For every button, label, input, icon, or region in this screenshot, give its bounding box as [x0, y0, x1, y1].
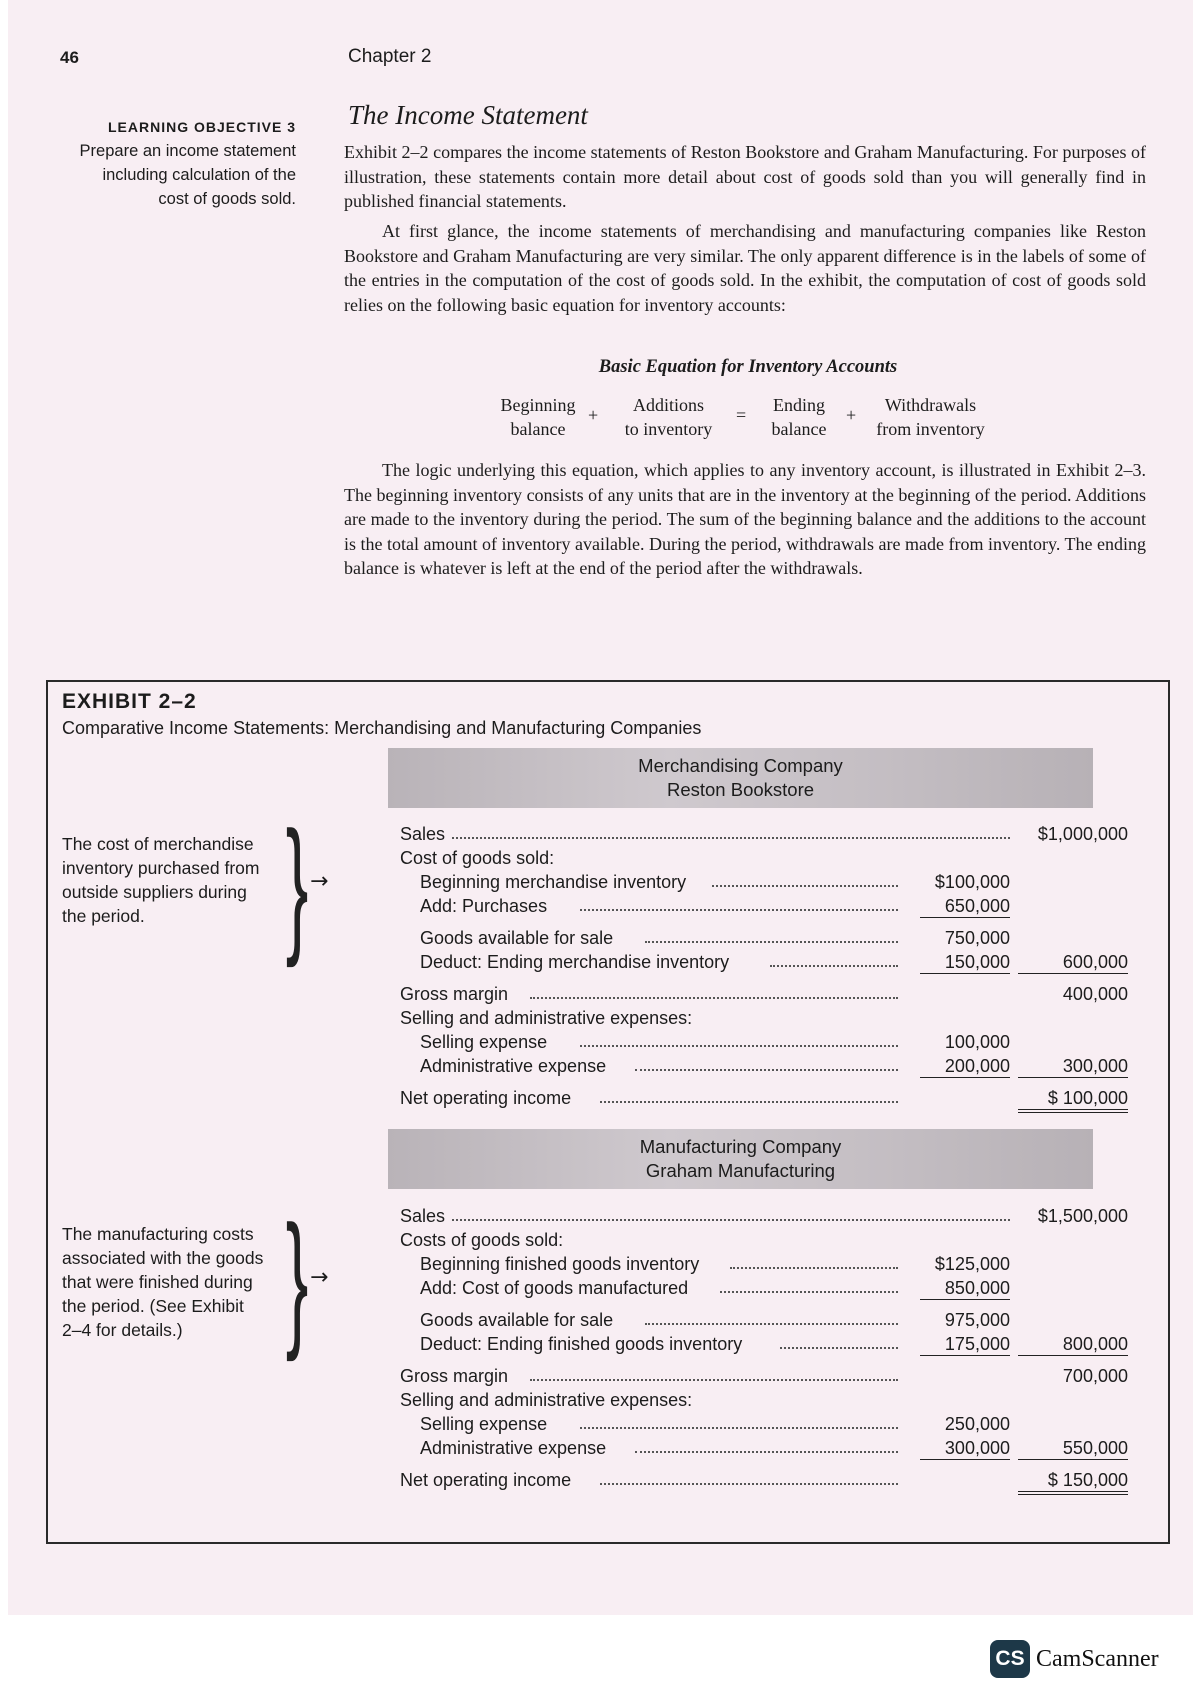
statement-row-gross-margin: Gross margin 400,000 — [400, 984, 1128, 1004]
equation-term-additions: Additions to inventory — [624, 395, 713, 439]
statement-row-purchases: Add: Purchases 650,000 — [420, 896, 1010, 916]
equation-title: Basic Equation for Inventory Accounts — [598, 357, 898, 377]
learning-objective-text: Prepare an income statement including calculation of the cost of goods sold. — [79, 142, 296, 208]
exhibit-title: EXHIBIT 2–2 — [62, 690, 197, 713]
camscanner-text: CamScanner — [1036, 1645, 1159, 1672]
paragraph-3: The logic underlying this equation, which applies to any inventory account, is illustrated in Exhibit 2–3. The beginning inventory consists of any units that are in the inventory at the beginning of the period. Additions are made to the inventory during the period. The sum of the beginning balance and the additions to the account is the total amount of inventory available. During the period, withdrawals are made from inventory. The ending balance is whatever is left at the end of the period after the withdrawals. — [344, 460, 1146, 578]
manufacturing-company-type: Manufacturing Company — [639, 1136, 842, 1157]
statement-row-administrative-expense: Administrative expense 300,000 550,000 — [420, 1438, 1128, 1458]
right-brace-icon: } — [285, 800, 309, 968]
statement-row-cost-of-goods-manufactured: Add: Cost of goods manufactured 850,000 — [420, 1278, 1010, 1298]
arrow-right-icon: → — [310, 1265, 329, 1290]
statement-row-sga-heading: Selling and administrative expenses: — [400, 1390, 693, 1410]
equation-term-beginning-balance: Beginning balance — [500, 395, 576, 439]
statement-row-administrative-expense: Administrative expense 200,000 300,000 — [420, 1056, 1128, 1076]
statement-row-beginning-inventory: Beginning merchandise inventory $100,000 — [420, 872, 1010, 892]
equation-equals: = — [736, 405, 747, 425]
equation-term-withdrawals: Withdrawals from inventory — [876, 395, 985, 439]
statement-row-ending-inventory: Deduct: Ending merchandise inventory 150,000 600,000 — [420, 952, 1128, 972]
statement-row-sales: Sales $1,000,000 — [400, 824, 1128, 844]
learning-objective-heading: LEARNING OBJECTIVE 3 — [107, 119, 296, 135]
exhibit-2-2 — [46, 680, 1170, 1544]
scanned-page — [8, 0, 1193, 1615]
right-brace-icon: } — [285, 1194, 309, 1362]
merchandising-company-header — [388, 748, 1093, 808]
merchandising-company-name: Reston Bookstore — [666, 779, 815, 800]
paragraph-2: At first glance, the income statements of merchandising and manufacturing companies like Reston Bookstore and Graham Manufacturing are very similar. The only apparent difference is in the labels of some of the entries in the computation of the cost of goods sold. In the exhibit, the computation of cost of goods sold relies on the following basic equation for inventory accounts: — [344, 221, 1146, 315]
statement-row-goods-available: Goods available for sale 750,000 — [420, 928, 1010, 948]
arrow-right-icon: → — [310, 869, 329, 894]
manufacturing-company-name: Graham Manufacturing — [645, 1160, 836, 1181]
page-number: 46 — [60, 48, 79, 67]
equation-term-ending-balance: Ending balance — [771, 395, 827, 439]
equation-plus-2: + — [846, 405, 857, 425]
statement-row-goods-available: Goods available for sale 975,000 — [420, 1310, 1010, 1330]
learning-objective — [68, 115, 296, 211]
statement-row-sales: Sales $1,500,000 — [400, 1206, 1128, 1226]
section-title: The Income Statement — [348, 100, 588, 130]
exhibit-subtitle: Comparative Income Statements: Merchandising and Manufacturing Companies — [62, 718, 702, 738]
statement-row-selling-expense: Selling expense 250,000 — [420, 1414, 1010, 1434]
statement-row-cogs-heading: Costs of goods sold: — [400, 1230, 564, 1250]
statement-row-net-operating-income: Net operating income $ 100,000 — [400, 1088, 1128, 1111]
camscanner-watermark — [990, 1638, 1159, 1680]
statement-row-gross-margin: Gross margin 700,000 — [400, 1366, 1128, 1386]
statement-row-beginning-inventory: Beginning finished goods inventory $125,000 — [420, 1254, 1010, 1274]
statement-row-ending-inventory: Deduct: Ending finished goods inventory 175,000 800,000 — [420, 1334, 1128, 1354]
paragraph-1: Exhibit 2–2 compares the income statements of Reston Bookstore and Graham Manufacturing. For purposes of illustration, these statements contain more detail about cost of goods sold than you will generally find in published financial statements. — [344, 142, 1146, 211]
statement-row-net-operating-income: Net operating income $ 150,000 — [400, 1470, 1128, 1493]
statement-row-sga-heading: Selling and administrative expenses: — [400, 1008, 693, 1028]
statement-row-selling-expense: Selling expense 100,000 — [420, 1032, 1010, 1052]
statement-row-cogs-heading: Cost of goods sold: — [400, 848, 555, 868]
manufacturing-company-header — [388, 1129, 1093, 1189]
camscanner-logo-icon: CS — [990, 1640, 1030, 1678]
merchandising-note: The cost of merchandise inventory purchased from outside suppliers during the period. — [62, 834, 260, 926]
merchandising-company-type: Merchandising Company — [638, 755, 843, 776]
equation-plus-1: + — [588, 405, 599, 425]
chapter-label: Chapter 2 — [348, 46, 432, 67]
manufacturing-note: The manufacturing costs associated with the goods that were finished during the period. (See Exhibit 2–4 for details.) — [62, 1224, 264, 1340]
